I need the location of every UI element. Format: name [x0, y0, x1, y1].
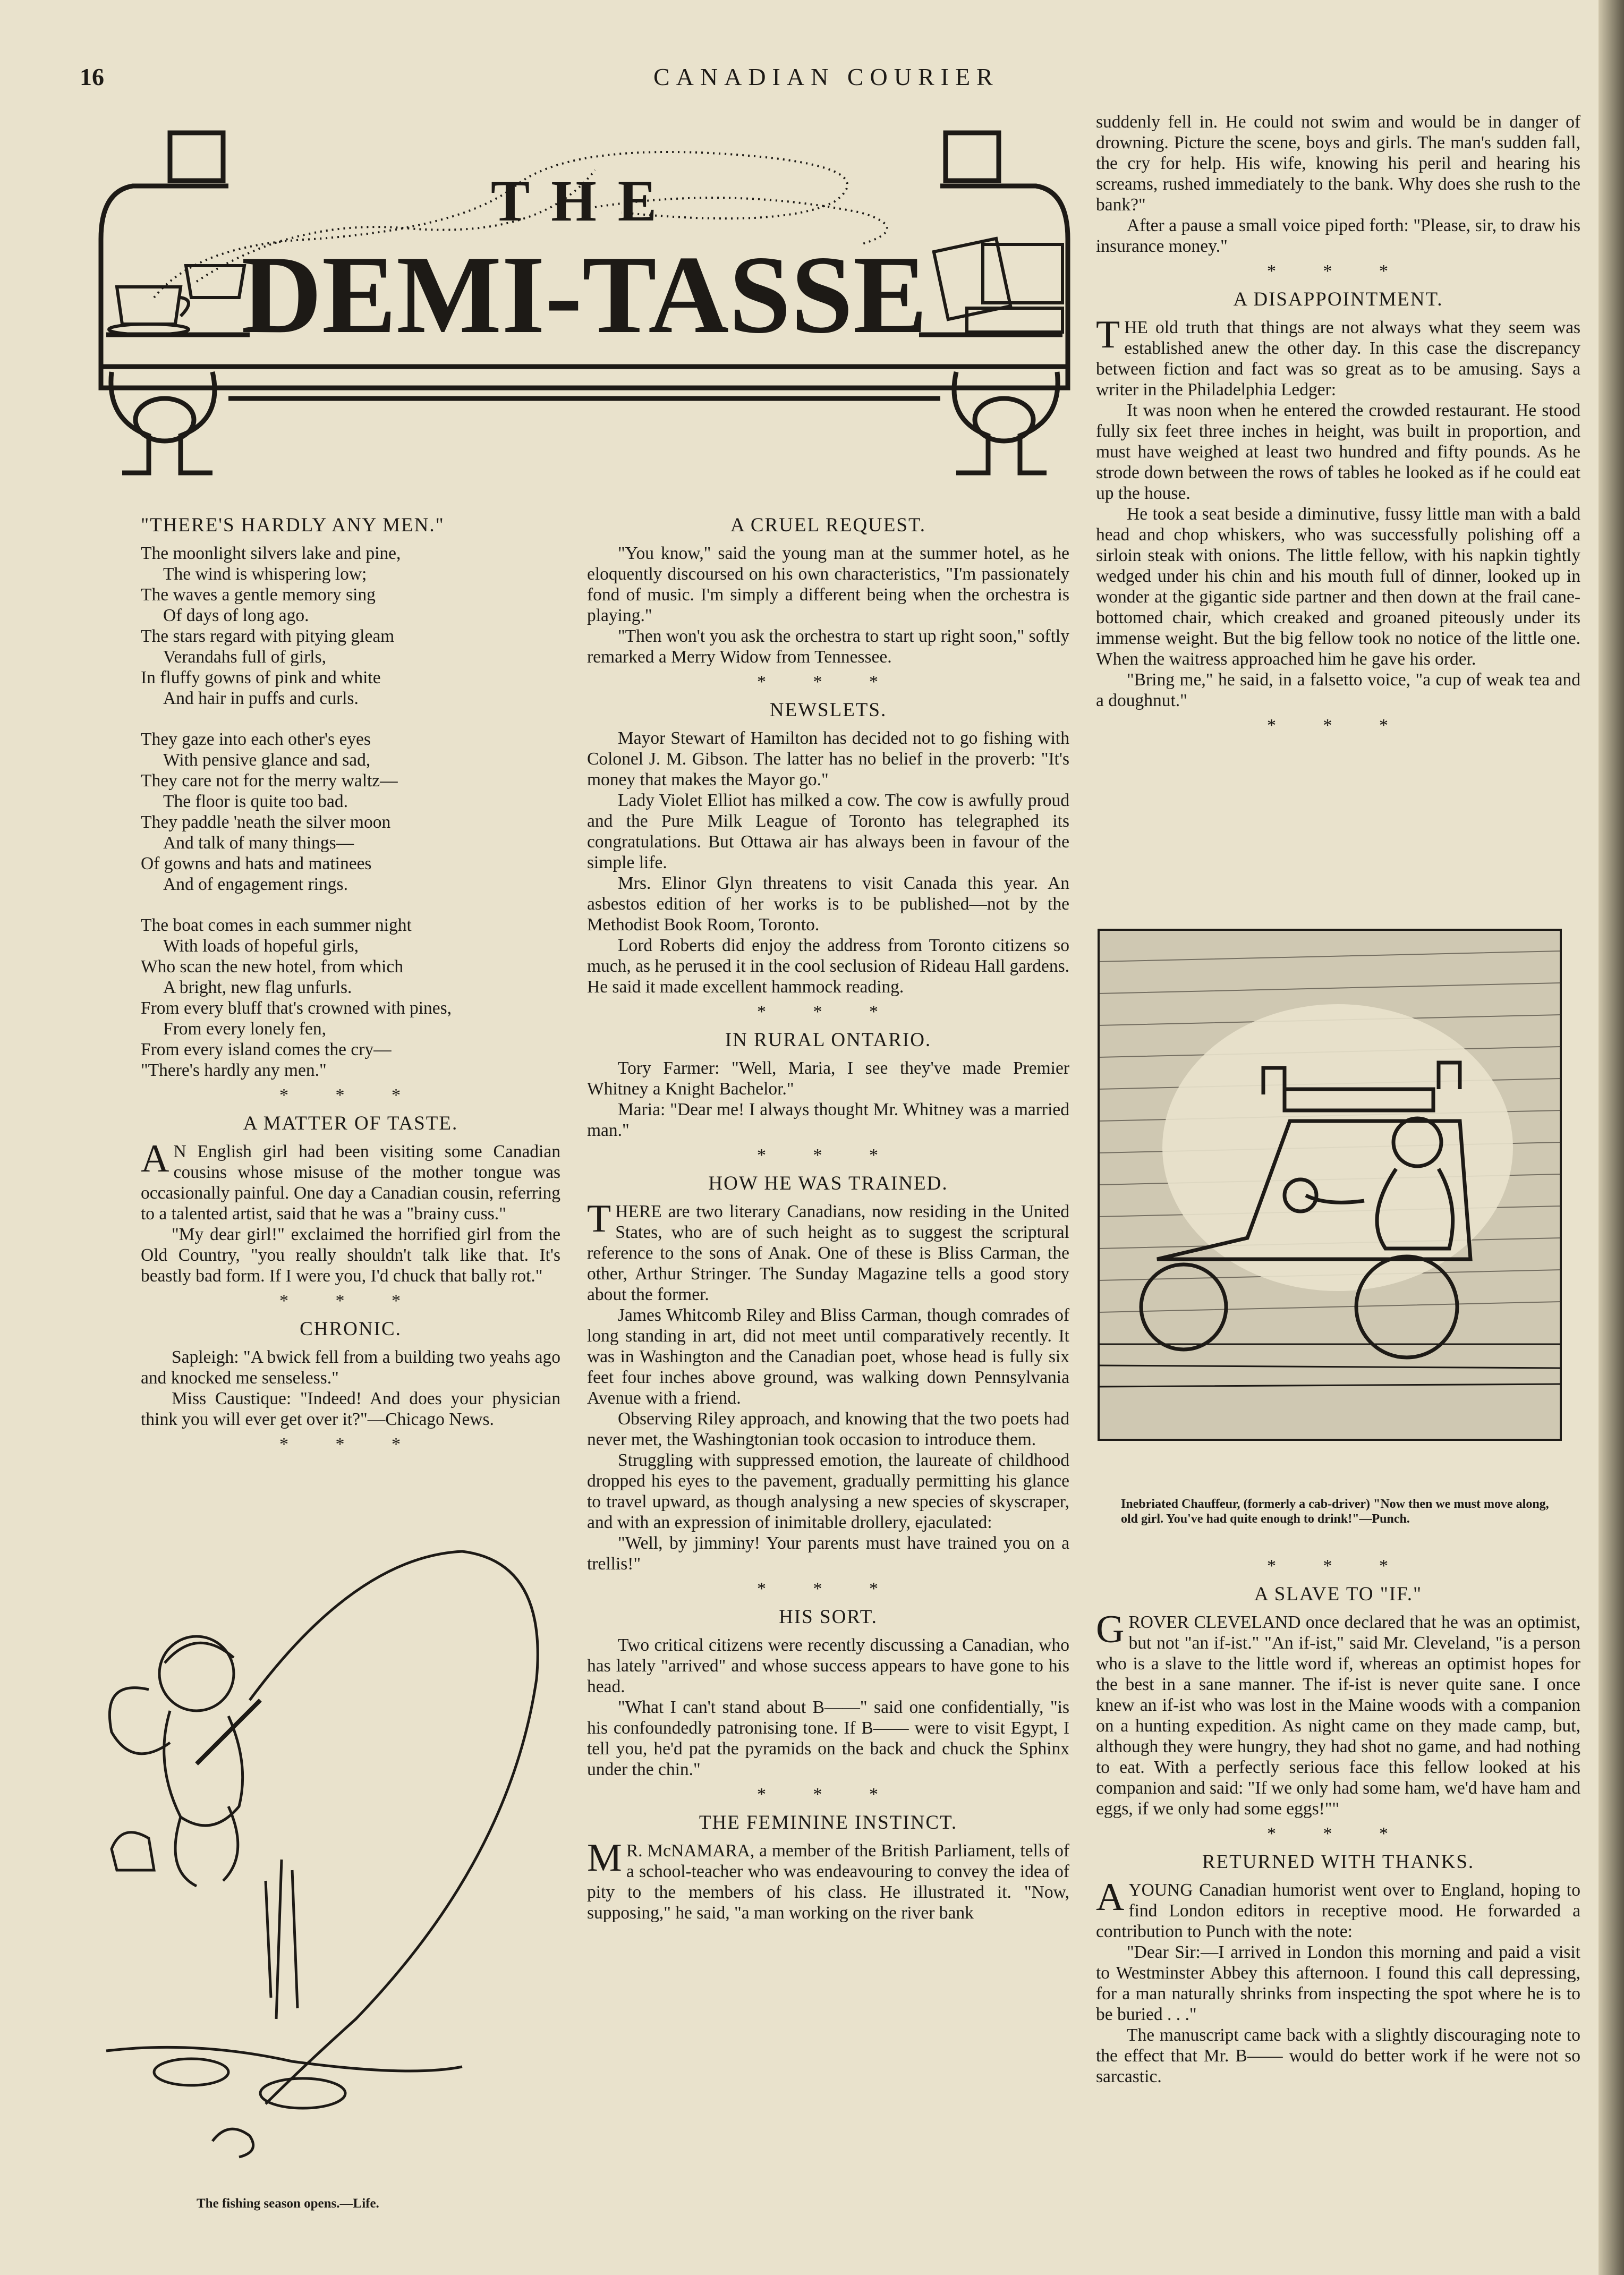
article-paragraph: Maria: "Dear me! I always thought Mr. Whitney was a married man.": [587, 1100, 1069, 1140]
article-paragraph: Observing Riley approach, and knowing that the two poets had never met, the Washingtonian took occasion to introduce them.: [587, 1409, 1069, 1449]
stanza-3: [141, 915, 560, 1081]
drop-cap: M: [587, 1836, 622, 1880]
poem-line: In fluffy gowns of pink and white: [141, 668, 381, 687]
poem-line: With loads of hopeful girls,: [163, 936, 359, 956]
article-paragraph: "You know," said the young man at the summer hotel, as he eloquently discoursed on his own characteristics, "I'm passionately fond of music. I'm simply a different being when the orchestra is playing.": [587, 544, 1069, 625]
column-3-lower: [1096, 1551, 1580, 2087]
frog-doodle: [212, 2129, 253, 2157]
poem-line: From every island comes the cry—: [141, 1040, 392, 1059]
article-paragraph: "Dear Sir:—I arrived in London this morning and paid a visit to Westminster Abbey this afternoon. I found this call depressing, for a man naturally shrinks from inspecting the spot where he is to be buried . . .": [1096, 1942, 1580, 2024]
section-divider: * * *: [1267, 716, 1409, 735]
cartoon-caption: Inebriated Chauffeur, (formerly a cab-driver) "Now then we must move along, old girl. You've had quite enough to drink!"—Punch.: [1121, 1497, 1549, 1526]
article-paragraph: "Well, by jimminy! Your parents must have trained you on a trellis!": [587, 1533, 1069, 1574]
poem: [141, 543, 560, 1081]
article-title: CHRONIC.: [300, 1318, 402, 1340]
article-title: HOW HE WAS TRAINED.: [708, 1173, 948, 1194]
article-paragraph: Lady Violet Elliot has milked a cow. The cow is awfully proud and the Pure Milk League of Toronto has telegraphed its congratulations. But Ottawa air has always been in favour of the simple life.: [587, 791, 1069, 872]
article-title: A SLAVE TO "IF.": [1254, 1583, 1423, 1605]
article-paragraph: suddenly fell in. He could not swim and would be in danger of drowning. Picture the scene, boys and girls. The man's sudden fall, the cry for help. His wife, knowing his peril and hearing his screams, rushed immediately to the bank. Why does she rush to the bank?": [1096, 112, 1580, 215]
section-divider: * * *: [757, 672, 899, 692]
drop-cap: T: [587, 1197, 611, 1241]
poem-line: From every bluff that's crowned with pines,: [141, 998, 452, 1018]
article-title: NEWSLETS.: [769, 699, 887, 721]
right-base-oval: [975, 398, 1033, 441]
article-paragraph: "What I can't stand about B——" said one confidentially, "is his confoundedly patronising tone. If B—— were to visit Egypt, I tell you, he'd pat the pyramids on the back and chuck the Sphinx under the chin.": [587, 1697, 1069, 1779]
article-paragraph: It was noon when he entered the crowded restaurant. He stood fully six feet three inches in height, was built in proportion, and must have weighed at least two hundred and fifty pounds. As he strode down between the rows of tables he looked as if he could eat up the house.: [1096, 401, 1580, 503]
drop-cap: T: [1096, 313, 1120, 356]
cupid-hair: [165, 1643, 234, 1663]
poem-line: The stars regard with pitying gleam: [141, 626, 395, 646]
basket: [112, 1832, 154, 1870]
section-divider: * * *: [1267, 1556, 1409, 1576]
stanza-1: [141, 543, 560, 709]
article-paragraph: The manuscript came back with a slightly discouraging note to the effect that Mr. B—— would do better work if he were not so sarcastic.: [1096, 2025, 1580, 2086]
cupid-head: [159, 1636, 234, 1711]
cupid-drawing: [90, 1541, 568, 2189]
chauffeur-cartoon: [1088, 919, 1571, 1450]
section-divider: * * *: [757, 1785, 899, 1804]
article-title: A MATTER OF TASTE.: [243, 1113, 458, 1134]
article-paragraph: A N English girl had been visiting some Canadian cousins whose misuse of the mother tongue was occasionally painful. One day a Canadian cousin, referring to a talented artist, said that he was a "brainy cuss.": [141, 1137, 560, 1224]
article-paragraph: THERE are two literary Canadians, now residing in the United States, who are of such height as to suggest the scriptural reference to the sons of Anak. One of these is Bliss Carman, the other, Arthur Stringer. The Sunday Magazine tells a good story about the former.: [587, 1197, 1069, 1304]
article-paragraph: James Whitcomb Riley and Bliss Carman, though comrades of long standing in art, did not meet until comparatively recently. It was in Washington and the Canadian poet, whose head is fully six feet four inches above ground, was walking down Pennsylvania Avenue with a friend.: [587, 1305, 1069, 1408]
article-title: THE FEMININE INSTINCT.: [699, 1812, 958, 1833]
column-1: [141, 507, 560, 1460]
article-title: A CRUEL REQUEST.: [730, 514, 926, 536]
section-divider: * * *: [757, 1579, 899, 1599]
article-paragraph: "Then won't you ask the orchestra to start up right soon," softly remarked a Merry Widow from Tennessee.: [587, 626, 1069, 667]
article-title: A DISAPPOINTMENT.: [1233, 288, 1443, 310]
lily-pad-2: [260, 2078, 345, 2108]
demi-tasse-masthead: [90, 122, 1078, 494]
article-paragraph: Mrs. Elinor Glyn threatens to visit Canada this year. An asbestos edition of her works is to be published—not by the Methodist Book Room, Toronto.: [587, 873, 1069, 935]
article-paragraph: THE old truth that things are not always what they seem was established anew the other day. In this case the discrepancy between fiction and fact was so great as to be amusing. Says a writer in the Philadelphia Ledger:: [1096, 313, 1580, 400]
section-divider: * * *: [279, 1434, 422, 1454]
article-title: HIS SORT.: [779, 1606, 878, 1628]
poem-line: Of gowns and hats and matinees: [141, 854, 372, 873]
poem-line: The waves a gentle memory sing: [141, 585, 376, 605]
poem-line: Who scan the new hotel, from which: [141, 957, 403, 977]
poem-line: The wind is whispering low;: [163, 564, 367, 584]
section-divider: * * *: [1267, 1824, 1409, 1844]
article-paragraph: Mayor Stewart of Hamilton has decided not to go fishing with Colonel J. M. Gibson. The latter has no belief in the proverb: "It's money that makes the Mayor go.": [587, 728, 1069, 790]
lily-pad: [154, 2059, 228, 2085]
masthead-illustration: [90, 122, 1078, 494]
poem-title: "THERE'S HARDLY ANY MEN.": [141, 514, 445, 536]
poem-line: The boat comes in each summer night: [141, 915, 412, 935]
column-3: [1096, 112, 1580, 741]
poem-line: And hair in puffs and curls.: [163, 689, 359, 708]
poem-line: They care not for the merry waltz—: [141, 771, 398, 791]
article-paragraph: Sapleigh: "A bwick fell from a building two yeahs ago and knocked me senseless.": [141, 1347, 560, 1388]
article-paragraph: Struggling with suppressed emotion, the laureate of childhood dropped his eyes to the pavement, gradually permitting his glance to travel upward, as though analysing a new species of skyscraper, and with an expression of inimitable drollery, ejaculated:: [587, 1450, 1069, 1532]
cartoon-drawing: [1088, 919, 1571, 1450]
reeds: [266, 1860, 297, 2019]
section-divider: * * *: [757, 1002, 899, 1022]
cupid-fishing-illustration: [90, 1541, 568, 2189]
article-title: RETURNED WITH THANKS.: [1202, 1851, 1475, 1873]
fishing-line: [250, 1551, 538, 2104]
article-paragraph: He took a seat beside a diminutive, fussy little man with a bald head and chop whiskers, who was successfully polishing off a sirloin steak with onions. The little fellow, with his napkin tightly wedged under his chin and his mouth full of dinner, looked up in wonder at the gigantic side partner and then down at the frail cane-bottomed chair, which creaked and groaned piteously under its immense weight. But the big fellow took no notice of the little one. When the waitress approached him he gave his order.: [1096, 504, 1580, 669]
column-2: [587, 507, 1069, 1923]
article-paragraph: "My dear girl!" exclaimed the horrified girl from the Old Country, "you really shouldn't talk like that. It's beastly bad form. If I were you, I'd chuck that bally rot.": [141, 1225, 560, 1286]
poem-line: With pensive glance and sad,: [163, 750, 371, 770]
article-paragraph: M R. McNAMARA, a member of the British Parliament, tells of a school-teacher who was endeavouring to convey the idea of pity to the members of his class. He illustrated it. "Now, supposing," he said, "a man working on the river bank: [587, 1836, 1069, 1923]
left-frame-line: [101, 186, 228, 367]
page-number: 16: [80, 63, 104, 90]
drop-cap: G: [1096, 1608, 1125, 1651]
stanza-2: [141, 729, 560, 895]
left-base-oval: [135, 398, 194, 441]
poem-line: And of engagement rings.: [163, 875, 348, 894]
page-binding-edge: [1599, 0, 1624, 2275]
drop-cap: A: [1096, 1875, 1125, 1919]
article-paragraph: AYOUNG Canadian humorist went over to England, hoping to find London editors in receptive mood. He forwarded a contribution to Punch with the note:: [1096, 1875, 1580, 1941]
cupid-wing: [109, 1688, 170, 1754]
article-title: IN RURAL ONTARIO.: [725, 1029, 932, 1051]
poem-line: Of days of long ago.: [163, 606, 309, 625]
drop-cap: A: [141, 1137, 169, 1181]
article-paragraph: After a pause a small voice piped forth: "Please, sir, to draw his insurance money.": [1096, 216, 1580, 256]
poem-line: From every lonely fen,: [163, 1019, 326, 1039]
poem-line: A bright, new flag unfurls.: [163, 978, 352, 997]
poem-line: "There's hardly any men.": [141, 1060, 327, 1080]
masthead-the: THE: [490, 168, 678, 233]
article-paragraph: Miss Caustique: "Indeed! And does your physician think you will ever get over it?"—Chicago News.: [141, 1389, 560, 1429]
masthead-demi-tasse: DEMI-TASSE: [241, 233, 928, 356]
book-box-icon: [934, 239, 1062, 332]
article-paragraph: Tory Farmer: "Well, Maria, I see they've made Premier Whitney a Knight Bachelor.": [587, 1058, 1069, 1099]
poem-line: They gaze into each other's eyes: [141, 729, 371, 749]
section-divider: * * *: [279, 1085, 422, 1105]
masthead-bar-top: [101, 367, 1068, 388]
article-paragraph: Two critical citizens were recently discussing a Canadian, who has lately "arrived" and whose success appears to have gone to his head.: [587, 1635, 1069, 1696]
section-divider: * * *: [757, 1145, 899, 1165]
poem-line: They paddle 'neath the silver moon: [141, 812, 391, 832]
coffee-cups-icon: [109, 266, 244, 335]
poem-line: The moonlight silvers lake and pine,: [141, 544, 401, 563]
article-paragraph: "Bring me," he said, in a falsetto voice, "a cup of weak tea and a doughnut.": [1096, 670, 1580, 710]
illustration-caption: The fishing season opens.—Life.: [197, 2196, 379, 2211]
running-head: CANADIAN COURIER: [653, 63, 999, 90]
poem-line: Verandahs full of girls,: [163, 647, 327, 667]
right-urn: [946, 133, 999, 181]
section-divider: * * *: [279, 1291, 422, 1311]
article-paragraph: Lord Roberts did enjoy the address from Toronto citizens so much, as he perused it in the cool seclusion of Rideau Hall gardens. He said it made excellent hammock reading.: [587, 936, 1069, 997]
left-urn: [170, 133, 223, 181]
water-line: [106, 2047, 462, 2071]
poem-line: And talk of many things—: [163, 833, 354, 853]
section-divider: * * *: [1267, 261, 1409, 281]
article-paragraph: GROVER CLEVELAND once declared that he was an optimist, but not "an if-ist." "An if-ist," said Mr. Cleveland, "is a person who is a slave to the little word if, whereas an optimist hopes for the best in a sane manner. The if-ist is never quite sane. I once knew an if-ist who was lost in the Maine woods with a companion on a hunting expedition. As night came on they made camp, but, although they were hungry, they had shot no game, and had nothing to eat. With a perfectly serious face this fellow looked at his companion and said: "If we only had some ham, we'd have ham and eggs, if we only had some eggs!"": [1096, 1608, 1580, 1819]
poem-line: The floor is quite too bad.: [163, 792, 348, 811]
